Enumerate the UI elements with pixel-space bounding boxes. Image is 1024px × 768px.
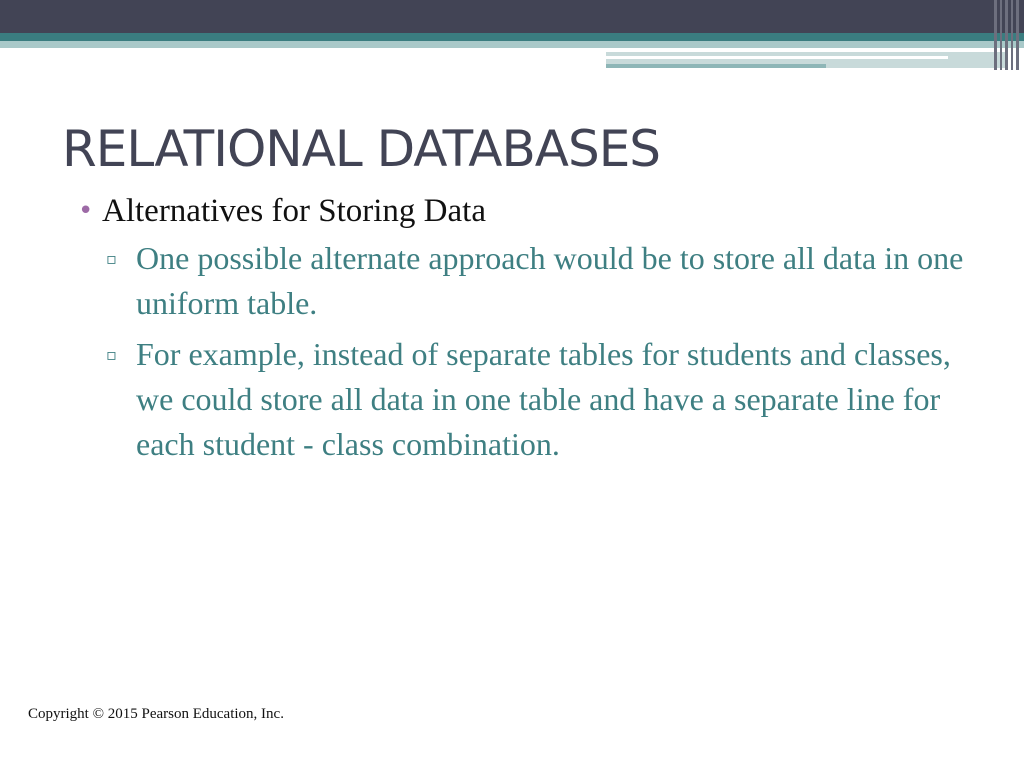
subbullet-list [72,236,972,467]
subbullet-text: One possible alternate approach would be to store all data in one uniform table. [136,240,964,321]
subbullet-text: For example, instead of separate tables for students and classes, we could store all data in one table and have a separate line for each student - class combination. [136,336,951,462]
bullet-text: Alternatives for Storing Data [102,193,486,229]
subbullet-item [106,236,972,326]
header-teal-band [0,33,1024,41]
header-right-stripes [992,0,1024,70]
subbullet-item [106,332,972,467]
slide-title: RELATIONAL DATABASES [62,120,661,178]
slide-body [72,190,972,473]
bullet-dot-icon: • [78,196,94,226]
header-sub-bar-accent [606,64,826,68]
square-bullet-icon: ▫ [106,345,117,364]
header-dark-bar [0,0,1024,33]
bullet-item [72,190,972,232]
copyright-footer: Copyright © 2015 Pearson Education, Inc. [28,706,284,722]
header-light-band [0,41,1024,48]
header-sub-bar-line [606,56,948,59]
square-bullet-icon: ▫ [106,249,117,268]
